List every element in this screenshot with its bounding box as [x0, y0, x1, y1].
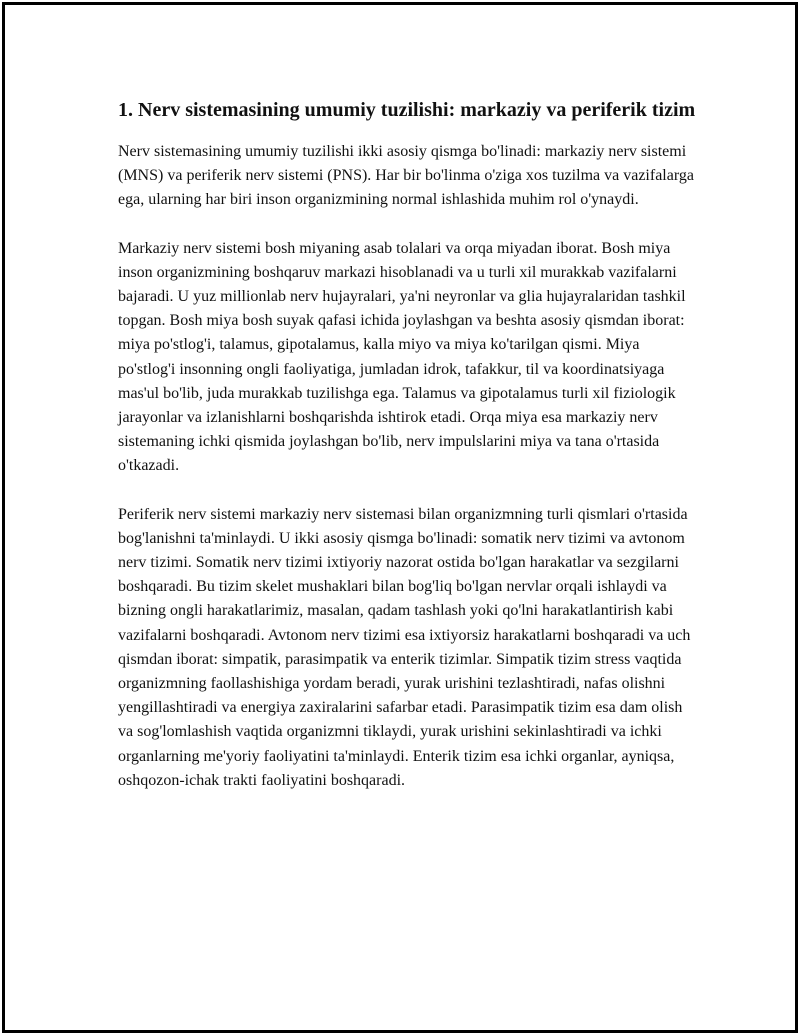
paragraph-central-nervous-system: Markaziy nerv sistemi bosh miyaning asab tolalari va orqa miyadan iborat. Bosh miya inson organizmining boshqaruv markazi hisoblanadi va u turli xil murakkab vazifalarni bajaradi. U yuz millionlab nerv hujayralari, ya'ni neyronlar va glia hujayralaridan tashkil topgan. Bosh miya bosh suyak qafasi ichida joylashgan va beshta asosiy qismdan iborat: miya po'stlog'i, talamus, gipotalamus, kalla miyo va miya ko'tarilgan qismi. Miya po'stlog'i insonning ongli faoliyatiga, jumladan idrok, tafakkur, til va koordinatsiyaga mas'ul bo'lib, juda murakkab tuzilishga ega. Talamus va gipotalamus turli xil fiziologik jarayonlar va izlanishlarni boshqarishda ishtirok etadi. Orqa miya esa markaziy nerv sistemaning ichki qismida joylashgan bo'lib, nerv impulslarini miya va tana o'rtasida o'tkazadi.: [118, 239, 686, 475]
document-content: [118, 97, 698, 817]
section-title: 1. Nerv sistemasining umumiy tuzilishi: markaziy va periferik tizim: [118, 99, 696, 121]
paragraph-intro: Nerv sistemasining umumiy tuzilishi ikki asosiy qismga bo'linadi: markaziy nerv sistemi (MNS) va periferik nerv sistemi (PNS). Har bir bo'linma o'ziga xos tuzilma va vazifalarga ega, ularning har biri inson organizmining normal ishlashida muhim rol o'ynaydi.: [118, 143, 694, 209]
paragraph-peripheral-nervous-system: Periferik nerv sistemi markaziy nerv sistemasi bilan organizmning turli qismlari o'rtasida bog'lanishni ta'minlaydi. U ikki asosiy qismga bo'linadi: somatik nerv tizimi va avtonom nerv tizimi. Somatik nerv tizimi ixtiyoriy nazorat ostida bo'lgan harakatlar va sezgilarni boshqaradi. Bu tizim skelet mushaklari bilan bog'liq bo'lgan nervlar orqali ishlaydi va bizning ongli harakatlarimiz, masalan, qadam tashlash yoki qo'lni harakatlantirish kabi vazifalarni boshqaradi. Avtonom nerv tizimi esa ixtiyorsiz harakatlarni boshqaradi va uch qismdan iborat: simpatik, parasimpatik va enterik tizimlar. Simpatik tizim stress vaqtida organizmning faollashishiga yordam beradi, yurak urishini tezlashtiradi, nafas olishni yengillashtiradi va energiya zaxiralarini safarbar etadi. Parasimpatik tizim esa dam olish va sog'lomlashish vaqtida organizmni tiklaydi, yurak urishini sekinlashtiradi va ichki organlarning me'yoriy faoliyatini ta'minlaydi. Enterik tizim esa ichki organlar, ayniqsa, oshqozon-ichak trakti faoliyatini boshqaradi.: [118, 505, 691, 789]
document-page: [2, 2, 798, 1033]
